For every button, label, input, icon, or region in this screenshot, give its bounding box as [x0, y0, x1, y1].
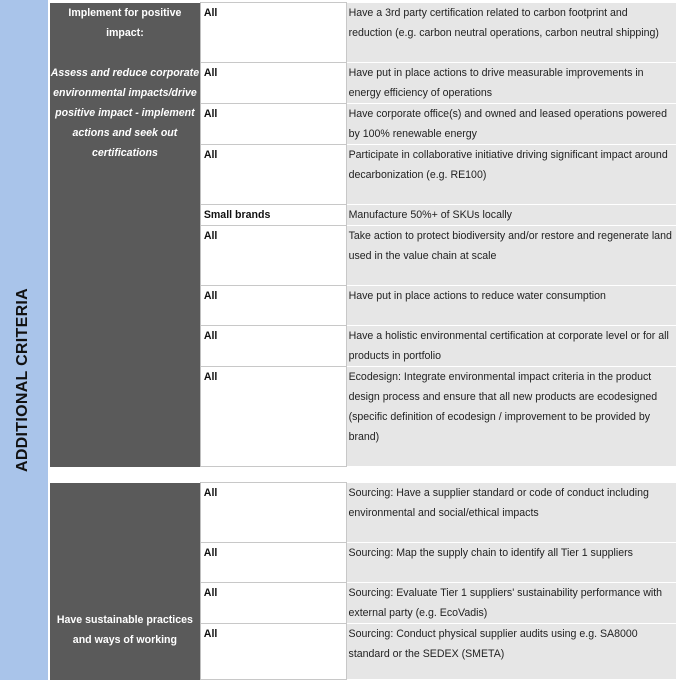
scope-cell: All [200, 63, 346, 104]
criterion-cell: Take action to protect biodiversity and/or restore and regenerate land used in the value chain at scale [346, 226, 676, 286]
scope-cell: All [200, 367, 346, 467]
section-subtitle: Assess and reduce corporate environmental impacts/drive positive impact - implement actions and seek out certifications [50, 66, 200, 159]
criterion-cell: Have a holistic environmental certification at corporate level or for all products in portfolio [346, 326, 676, 367]
criterion-cell: Ecodesign: Integrate environmental impact criteria in the product design process and ensure that all new products are ecodesigned (specific definition of ecodesign / improvement to be provided by brand) [346, 367, 676, 467]
criterion-cell: Participate in collaborative initiative driving significant impact around decarbonization (e.g. RE100) [346, 145, 676, 205]
criterion-cell: Manufacture 50%+ of SKUs locally [346, 205, 676, 226]
criterion-cell: Sourcing: Evaluate Tier 1 suppliers' sustainability performance with external party (e.g. EcoVadis) [346, 583, 676, 624]
scope-cell: All [200, 226, 346, 286]
table-row [50, 483, 677, 543]
criterion-cell: Have put in place actions to reduce water consumption [346, 286, 676, 326]
section-title: Implement for positive impact: [68, 6, 182, 39]
side-label: ADDITIONAL CRITERIA [14, 287, 31, 473]
criterion-cell: Have a 3rd party certification related to carbon footprint and reduction (e.g. carbon neutral operations, carbon neutral shipping) [346, 3, 676, 63]
scope-cell: All [200, 145, 346, 205]
section-title: Have sustainable practices and ways of working [56, 613, 193, 646]
criterion-cell: Have put in place actions to drive measurable improvements in energy efficiency of operations [346, 63, 676, 104]
scope-cell: All [200, 326, 346, 367]
scope-cell: All [200, 104, 346, 145]
section-cell [50, 483, 200, 680]
scope-cell: All [200, 483, 346, 543]
scope-cell: Small brands [200, 205, 346, 226]
scope-cell: All [200, 624, 346, 680]
side-band [0, 0, 48, 680]
criterion-cell: Sourcing: Conduct physical supplier audits using e.g. SA8000 standard or the SEDEX (SMETA) [346, 624, 676, 680]
table-row [50, 3, 677, 63]
scope-cell: All [200, 286, 346, 326]
scope-cell: All [200, 543, 346, 583]
scope-cell: All [200, 583, 346, 624]
criterion-cell: Sourcing: Have a supplier standard or code of conduct including environmental and social/ethical impacts [346, 483, 676, 543]
criterion-cell: Have corporate office(s) and owned and leased operations powered by 100% renewable energy [346, 104, 676, 145]
scope-cell: All [200, 3, 346, 63]
section-cell [50, 3, 200, 467]
criteria-table-practices [50, 482, 677, 680]
criteria-table-environment [50, 2, 677, 467]
criterion-cell: Sourcing: Map the supply chain to identify all Tier 1 suppliers [346, 543, 676, 583]
